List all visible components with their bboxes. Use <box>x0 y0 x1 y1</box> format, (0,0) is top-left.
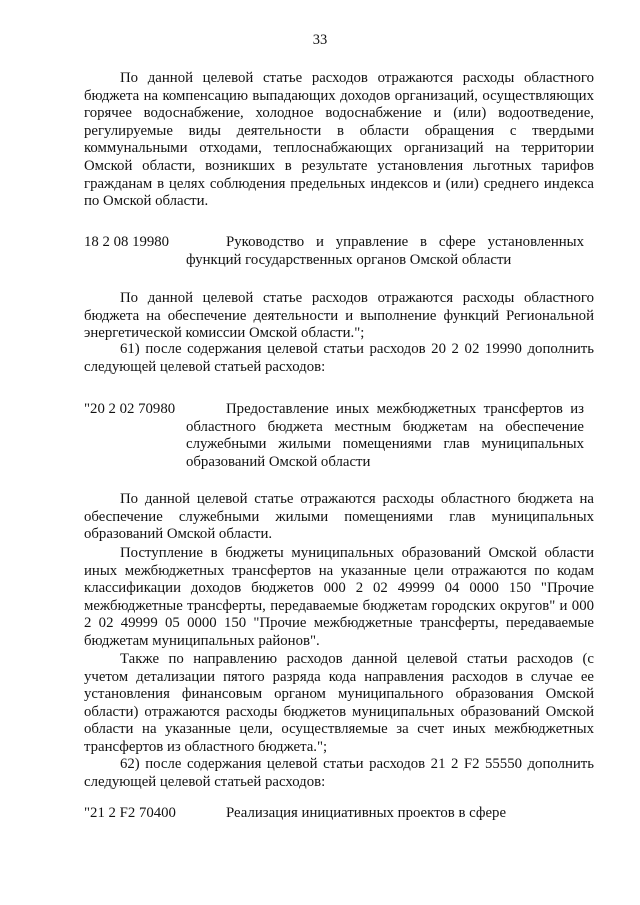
page-number: 33 <box>312 32 328 48</box>
paragraph-compensation: По данной целевой статье расходов отражаются расходы областного бюджета на компенсацию выпадающих доходов организаций, осуществляющих горячее водоснабжение, холодное водоснабжение и (или) водоотведение, регулируемые виды деятельности в области обращения с твердыми коммунальными отходами, теплоснабжающих организаций на территории Омской области, возникших в результате установления льготных тарифов гражданам в целях соблюдения предельных индексов и (или) среднего индекса по Омской области. <box>84 70 594 210</box>
paragraph-housing: По данной целевой статье отражаются расходы областного бюджета на обеспечение служебными жилыми помещениями глав муниципальных образований Омской области. <box>84 491 594 543</box>
entry-description-1: Руководство и управление в сфере установленных функций государственных органов Омской области <box>186 234 584 268</box>
entry-description-2: Предоставление иных межбюджетных трансфертов из областного бюджета местным бюджетам на обеспечение служебными жилыми помещениями глав муниципальных образований Омской области <box>186 401 584 470</box>
entry-code-3: "21 2 F2 70400 <box>84 805 176 821</box>
paragraph-also: Также по направлению расходов данной целевой статьи расходов (с учетом детализации пятого разряда кода направления расходов в случае ее установления финансовым органом муниципального образования Омской области) отражаются расходы бюджетов муниципальных образований Омской области на указанные цели, осуществляемые за счет иных межбюджетных трансфертов из областного бюджета."; <box>84 651 594 755</box>
paragraph-rek: По данной целевой статье расходов отражаются расходы областного бюджета на обеспечение деятельности и выполнение функций Региональной энергетической комиссии Омской области."; <box>84 290 594 342</box>
entry-code-2: "20 2 02 70980 <box>84 401 176 417</box>
paragraph-item-61: 61) после содержания целевой статьи расходов 20 2 02 19990 дополнить следующей целевой статьей расходов: <box>84 341 594 375</box>
entry-description-3: Реализация инициативных проектов в сфере <box>226 805 507 821</box>
paragraph-item-62: 62) после содержания целевой статьи расходов 21 2 F2 55550 дополнить следующей целевой статьей расходов: <box>84 756 594 790</box>
paragraph-income-codes: Поступление в бюджеты муниципальных образований Омской области иных межбюджетных трансфертов на указанные цели отражаются по кодам классификации доходов бюджетов 000 2 02 49999 04 0000 150 "Прочие межбюджетные трансферты, передаваемые бюджетам городских округов" и 000 2 02 49999 05 0000 150 "Прочие межбюджетные трансферты, передаваемые бюджетам муниципальных районов". <box>84 545 594 649</box>
entry-code-1: 18 2 08 19980 <box>84 234 170 250</box>
